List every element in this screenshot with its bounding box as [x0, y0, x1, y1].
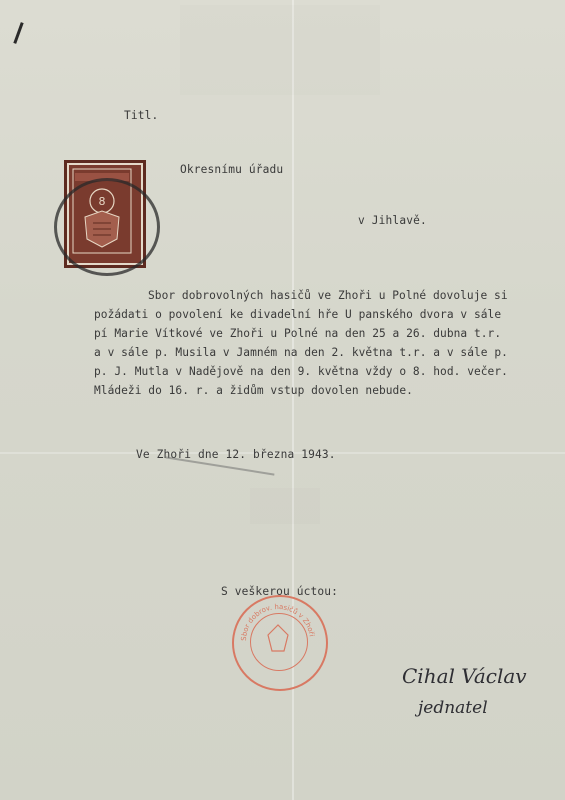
- place-date: Ve Zhoři dne 12. března 1943.: [136, 448, 336, 461]
- recipient-line2: v Jihlavě.: [358, 214, 427, 227]
- svg-text:8: 8: [98, 195, 106, 208]
- fire-brigade-seal: [232, 595, 328, 691]
- body-line: Sbor dobrovolných hasičů ve Zhoři u Polné dovoluje si: [148, 289, 508, 302]
- body-line: požádati o povolení ke divadelní hře U panského dvora v sále: [94, 308, 502, 321]
- signature-role: jednatel: [418, 698, 488, 718]
- cancellation-postmark: [54, 178, 160, 276]
- body-line: p. J. Mutla v Nadějově na den 9. května vždy o 8. hod. večer.: [94, 365, 508, 378]
- closing: S veškerou úctou:: [221, 585, 339, 598]
- salutation: Titl.: [124, 109, 159, 122]
- signature-name: Cihal Václav: [402, 664, 527, 688]
- body-line: a v sále p. Musila v Jamném na den 2. května t.r. a v sále p.: [94, 346, 508, 359]
- body-line: pí Marie Vítkové ve Zhoři u Polné na den 25 a 26. dubna t.r.: [94, 327, 502, 340]
- body-line: Mládeži do 16. r. a židům vstup dovolen nebude.: [94, 384, 413, 397]
- faded-stamp: [250, 488, 320, 524]
- recipient-line1: Okresnímu úřadu: [180, 163, 284, 176]
- seal-text: Sbor dobrov. hasičů v Zhoři: [239, 602, 316, 642]
- faded-registry-stamp: [180, 5, 380, 95]
